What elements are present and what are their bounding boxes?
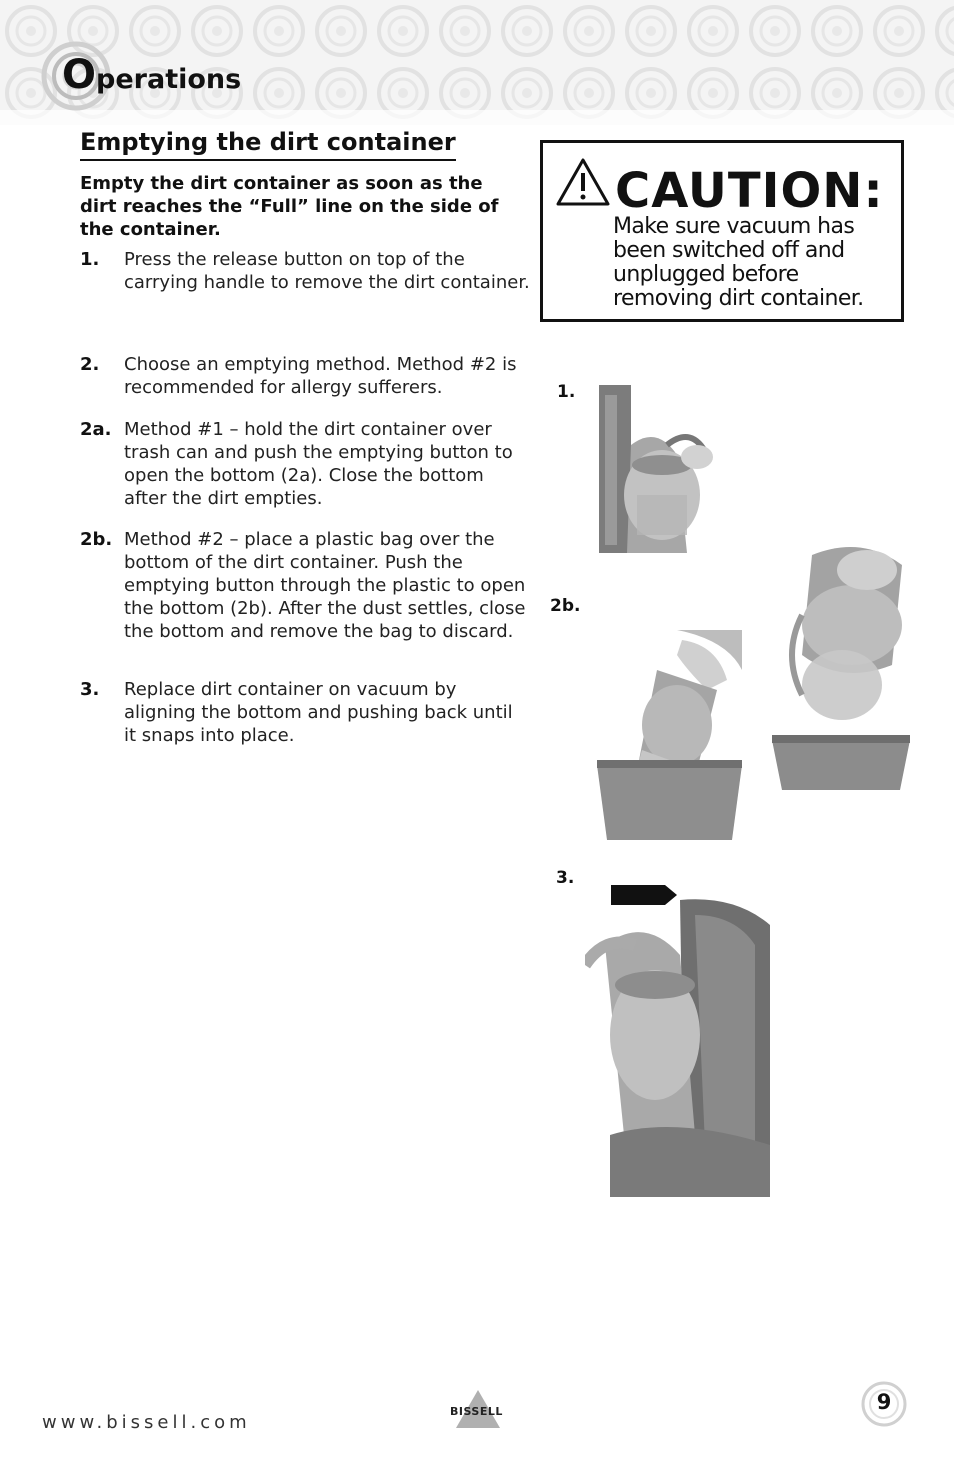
photo-method-2-plastic-bag bbox=[597, 630, 742, 840]
step-2b bbox=[80, 528, 530, 643]
photo-remove-container bbox=[597, 385, 715, 553]
step-text: Choose an emptying method. Method #2 is recommended for allergy sufferers. bbox=[124, 354, 517, 398]
step-number: 2. bbox=[80, 354, 100, 375]
step-text: Method #2 – place a plastic bag over the bottom of the dirt container. Push the emptying button through the plastic to open the bottom (2b). After the dust settles, close the bottom and remove the bag to discard. bbox=[124, 529, 526, 642]
step-3 bbox=[80, 678, 530, 747]
section-heading: Emptying the dirt container bbox=[80, 128, 456, 161]
warning-icon bbox=[555, 157, 611, 207]
step-2 bbox=[80, 353, 530, 399]
step-number: 3. bbox=[80, 679, 100, 700]
step-number: 1. bbox=[80, 249, 100, 270]
step-number: 2a. bbox=[80, 419, 112, 440]
step-text: Method #1 – hold the dirt container over trash can and push the emptying button to open the bottom (2a). Close the bottom after the dirt empties. bbox=[124, 419, 513, 509]
step-number: 2b. bbox=[80, 529, 113, 550]
caution-text: Make sure vacuum has been switched off and unplugged before removing dirt container. bbox=[613, 214, 864, 311]
figure-label-2b: 2b. bbox=[550, 596, 581, 616]
arrow-right-icon bbox=[611, 885, 677, 905]
figure-label-3: 3. bbox=[556, 868, 575, 888]
page-title-rest: perations bbox=[96, 64, 242, 95]
caution-box bbox=[540, 140, 904, 322]
page-title-initial: O bbox=[62, 52, 97, 98]
footer-url: www.bissell.com bbox=[42, 1412, 251, 1433]
page-number bbox=[860, 1380, 908, 1428]
intro-text: Empty the dirt container as soon as the dirt reaches the “Full” line on the side of the container. bbox=[80, 173, 499, 240]
caution-heading: CAUTION: bbox=[615, 163, 884, 219]
photo-method-1-trash-can bbox=[772, 535, 910, 790]
logo-text: BISSELL bbox=[450, 1405, 503, 1418]
step-1 bbox=[80, 248, 530, 294]
step-2a bbox=[80, 418, 530, 510]
step-text: Replace dirt container on vacuum by aligning the bottom and pushing back until it snaps into place. bbox=[124, 679, 513, 746]
step-text: Press the release button on top of the carrying handle to remove the dirt container. bbox=[124, 249, 530, 293]
page-title bbox=[62, 52, 241, 98]
photo-replace-container bbox=[585, 885, 775, 1197]
figure-label-1: 1. bbox=[557, 382, 576, 402]
page-number-text: 9 bbox=[876, 1390, 892, 1414]
